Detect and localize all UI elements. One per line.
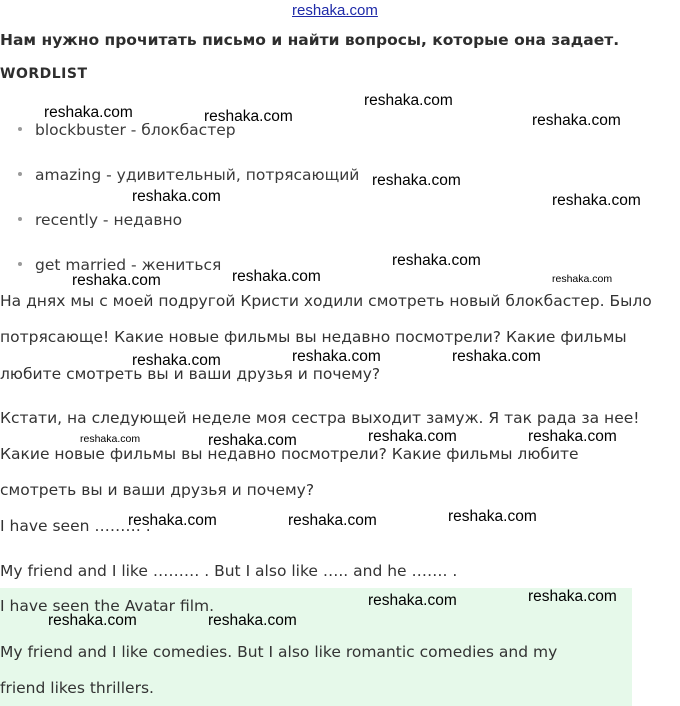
- watermark: reshaka.com: [132, 352, 221, 369]
- watermark: reshaka.com: [392, 252, 481, 269]
- bullet-icon: [18, 127, 22, 131]
- letter-line: Кстати, на следующей неделе моя сестра выходит замуж. Я так рада за нее!: [0, 409, 640, 427]
- task-title: Нам нужно прочитать письмо и найти вопросы, которые она задает.: [0, 31, 620, 49]
- watermark: reshaka.com: [48, 612, 137, 629]
- watermark: reshaka.com: [452, 348, 541, 365]
- watermark: reshaka.com: [368, 592, 457, 609]
- watermark: reshaka.com: [528, 588, 617, 605]
- letter-line: На днях мы с моей подругой Кристи ходили смотреть новый блокбастер. Было: [0, 292, 652, 310]
- watermark: reshaka.com: [448, 508, 537, 525]
- bullet-icon: [18, 217, 22, 221]
- wordlist-item: amazing - удивительный, потрясающий: [18, 166, 359, 184]
- watermark: reshaka.com: [232, 268, 321, 285]
- watermark: reshaka.com: [292, 348, 381, 365]
- template-line: I have seen ……… .: [0, 517, 151, 535]
- wordlist-item: recently - недавно: [18, 211, 182, 229]
- watermark: reshaka.com: [368, 428, 457, 445]
- watermark: reshaka.com: [372, 172, 461, 189]
- letter-line: любите смотреть вы и ваши друзья и почему?: [0, 365, 381, 383]
- watermark: reshaka.com: [132, 188, 221, 205]
- answer-line: I have seen the Avatar film.: [0, 597, 215, 615]
- watermark: reshaka.com: [364, 92, 453, 109]
- letter-line: потрясающе! Какие новые фильмы вы недавно посмотрели? Какие фильмы: [0, 328, 627, 346]
- wordlist-heading: WORDLIST: [0, 66, 88, 82]
- answer-line: My friend and I like comedies. But I also like romantic comedies and my: [0, 643, 558, 661]
- template-line: My friend and I like ……… . But I also like ….. and he ……. .: [0, 562, 458, 580]
- watermark: reshaka.com: [532, 112, 621, 129]
- watermark: reshaka.com: [80, 433, 141, 445]
- watermark: reshaka.com: [552, 192, 641, 209]
- watermark: reshaka.com: [552, 273, 613, 285]
- wordlist-item: get married - жениться: [18, 256, 221, 274]
- watermark: reshaka.com: [208, 612, 297, 629]
- answer-line: friend likes thrillers.: [0, 679, 154, 697]
- watermark: reshaka.com: [128, 512, 217, 529]
- watermark: reshaka.com: [288, 512, 377, 529]
- watermark: reshaka.com: [528, 428, 617, 445]
- letter-line: смотреть вы и ваши друзья и почему?: [0, 481, 315, 499]
- bullet-icon: [18, 172, 22, 176]
- watermark: reshaka.com: [204, 108, 293, 125]
- watermark: reshaka.com: [44, 104, 133, 121]
- letter-line: Какие новые фильмы вы недавно посмотрели? Какие фильмы любите: [0, 445, 579, 463]
- top-watermark-link[interactable]: reshaka.com: [292, 2, 378, 19]
- watermark: reshaka.com: [72, 272, 161, 289]
- wordlist-item: blockbuster - блокбастер: [18, 121, 236, 139]
- watermark: reshaka.com: [208, 432, 297, 449]
- bullet-icon: [18, 262, 22, 266]
